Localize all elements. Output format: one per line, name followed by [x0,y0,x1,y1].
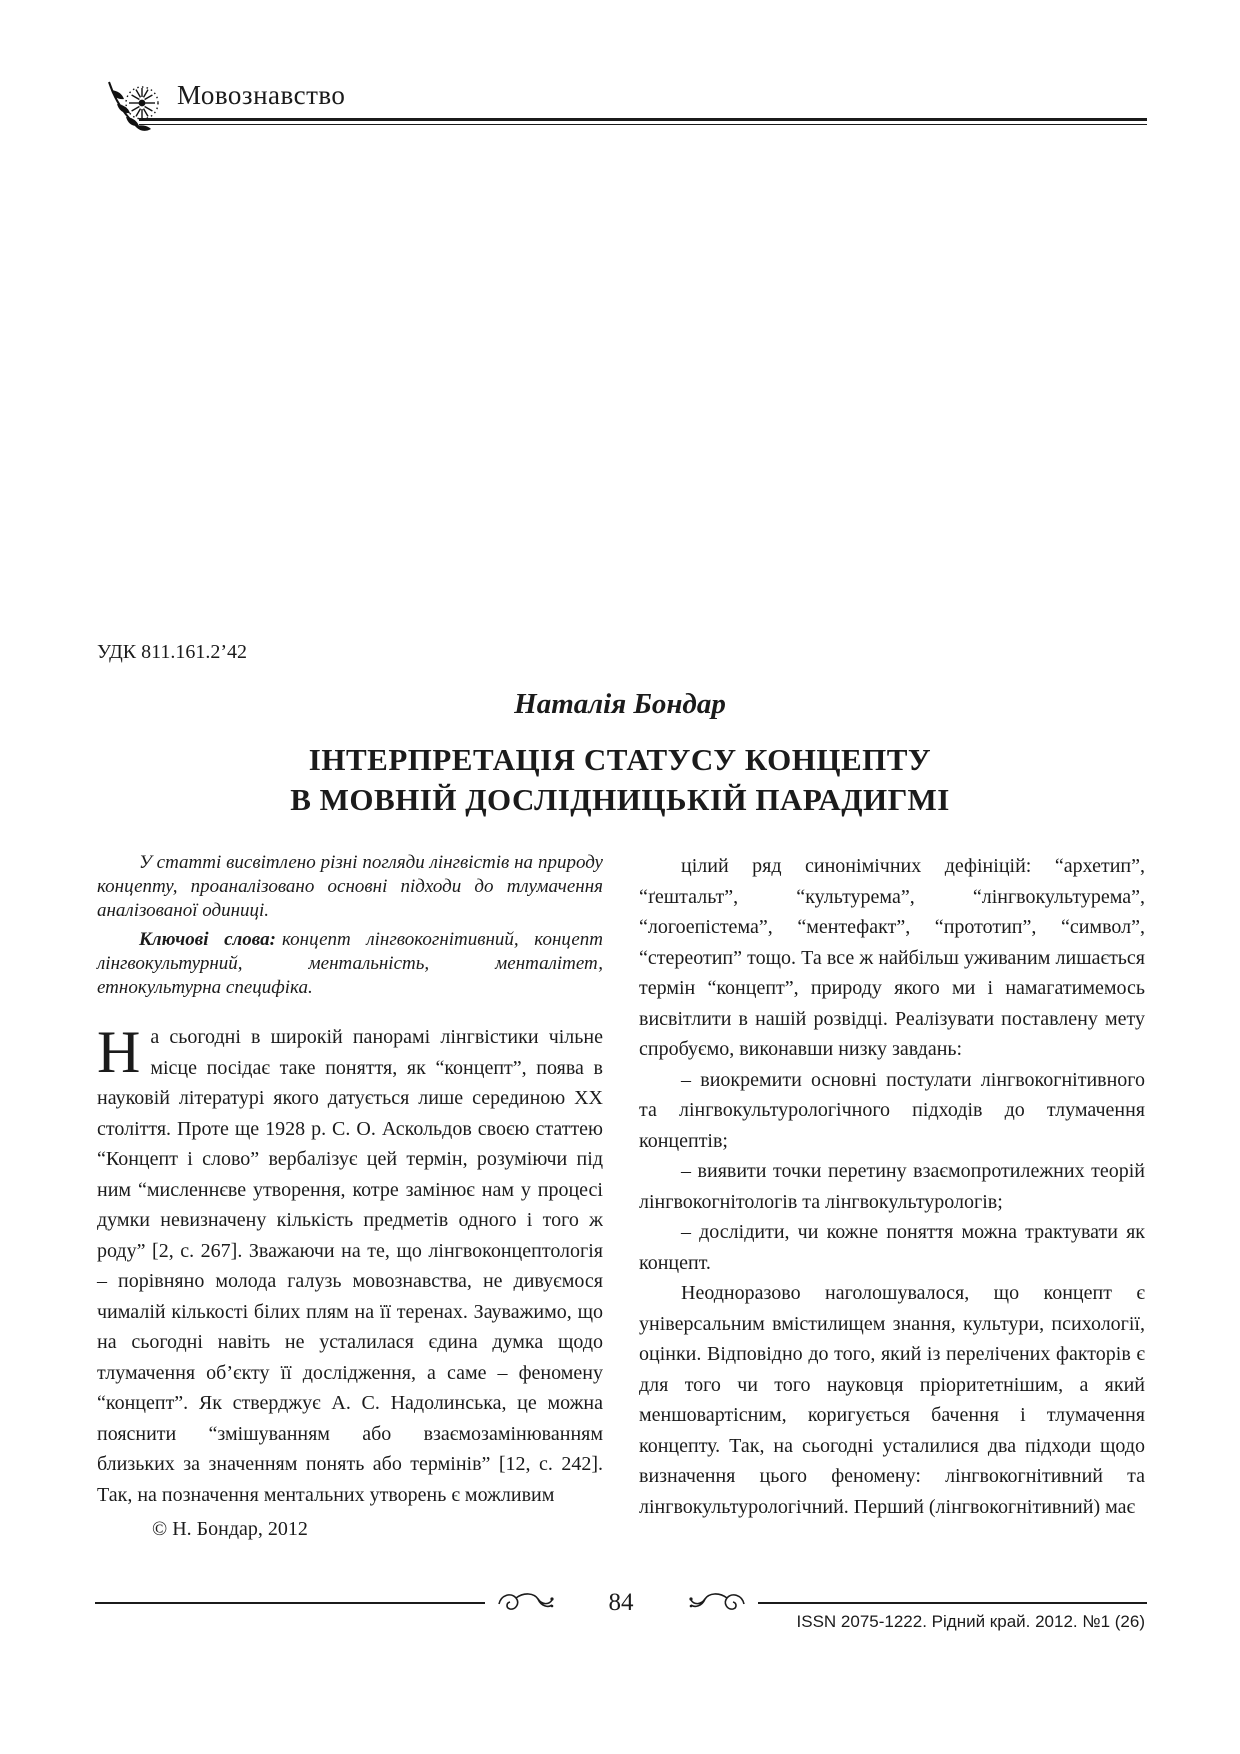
left-column [97,851,603,1545]
paragraph: цілий ряд синонімічних дефініцій: “архетип”, “ґештальт”, “культурема”, “лінгвокультурема”, “логоепістема”, “ментефакт”, “прототип”, “символ”, “стереотип” тощо. Та все ж найбільш уживаним лишається термін “концепт”, природу якого ми і намагатимемось висвітлити в нашій розвідці. Реалізувати поставлену мету спробуємо, виконавши низку завдань: [639,855,1145,1060]
article-title-line1: ІНТЕРПРЕТАЦІЯ СТАТУСУ КОНЦЕПТУ [308,742,932,777]
list-item: – виокремити основні постулати лінгвокогнітивного та лінгвокультурологічного підходів до тлумачення концептів; [639,1068,1145,1152]
page-header [97,80,1147,125]
copyright-note: © Н. Бондар, 2012 [152,1518,308,1540]
paragraph [97,1019,603,1510]
dandelion-flower-icon [99,78,165,140]
footer-rule-right [758,1602,1148,1604]
abstract-text: У статті висвітлено різні погляди лінгвістів на природу концепту, проаналізовано основні підходи до тлумачення аналізованої одиниці. [97,852,603,921]
keywords-paragraph [97,928,603,1000]
right-column [639,851,1145,1545]
flourish-ornament-right [688,1590,746,1616]
article-title [0,740,1240,820]
keywords-text: концепт лінгвокогнітивний, концепт лінгвокультурний, ментальність, менталітет, етнокультурна специфіка. [97,929,603,998]
issn-imprint: ISSN 2075-1222. Рідний край. 2012. №1 (26) [796,1612,1145,1631]
section-title: Мовознавство [177,80,346,110]
list-item: – виявити точки перетину взаємопротилежних теорій лінгвокогнітологів та лінгвокультурологів; [639,1160,1145,1213]
udc-code: УДК 811.161.2’42 [97,641,248,663]
article-title-line2: В МОВНІЙ ДОСЛІДНИЦЬКІЙ ПАРАДИГМІ [290,782,950,817]
page-footer [95,1588,1147,1631]
keywords-label: Ключові слова: [139,929,276,950]
footer-rule-left [95,1602,485,1604]
page-number: 84 [608,1589,634,1616]
list-item: – дослідити, чи кожне поняття можна трактувати як концепт. [639,1221,1145,1274]
paragraph: Неодноразово наголошувалося, що концепт є універсальним вмістилищем знання, культури, психології, оцінки. Відповідно до того, який із перелічених факторів є для того чи того науковця пріоритетнішим, а який меншовартісним, коригується бачення і тлумачення концепту. Так, на сьогодні усталилися два підходи щодо визначення цього феномену: лінгвокогнітивний та лінгвокультурологічний. Перший (лінгвокогнітивний) має [639,1282,1145,1518]
header-rule [139,118,1147,125]
flourish-ornament-left [497,1590,555,1616]
dropcap-letter: Н [97,1019,141,1085]
paragraph-text: а сьогодні в широкій панорамі лінгвістики чільне місце посідає таке поняття, як “концепт”, поява в науковій літературі якого датується лише серединою ХХ століття. Проте ще 1928 р. С. О. Аскольдов своєю статтею “Концепт і слово” вербалізує цей термін, розуміючи під ним “мисленнєве утворення, котре замінює нам у процесі думки невизначену кількість предметів одного і того ж роду” [2, с. 267]. Зважаючи на те, що лінгвоконцептологія – порівняно молода галузь мовознавства, не дивуємося чималій кількості білих плям на її теренах. Зауважимо, що на сьогодні навіть не усталилася єдина думка щодо тлумачення об’єкту її дослідження, а саме – феномену “концепт”. Як стверджує А. С. Надолинська, це можна пояснити “змішуванням або взаємозамінюванням близьких за значенням понять або термінів” [12, с. 242]. Так, на позначення ментальних утворень є можливим [97,1026,603,1506]
author-name: Наталія Бондар [514,688,726,720]
article-body [97,851,1145,1545]
